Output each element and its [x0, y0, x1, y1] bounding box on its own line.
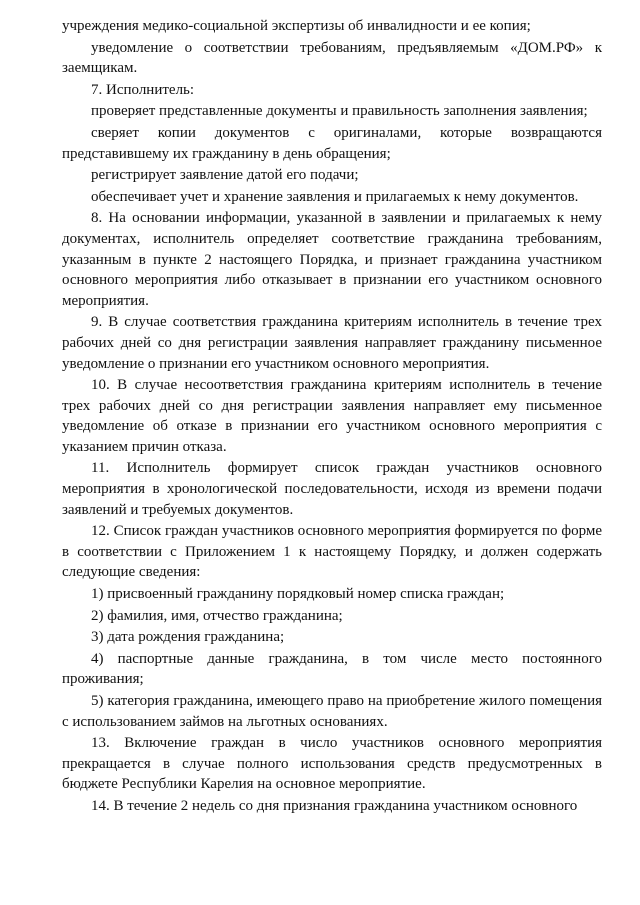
list-item-5: 5) категория гражданина, имеющего право на приобретение жилого помещения с использованием займов на льготных основаниях.	[62, 693, 602, 730]
paragraph-11: 11. Исполнитель формирует список граждан участников основного мероприятия в хронологической последовательности, исходя из времени подачи заявлений и требуемых документов.	[62, 460, 602, 518]
paragraph-7-check: проверяет представленные документы и правильность заполнения заявления;	[91, 103, 588, 120]
document-page	[62, 16, 602, 817]
list-item-3: 3) дата рождения гражданина;	[91, 629, 285, 646]
paragraph-7-verify: сверяет копии документов с оригиналами, которые возвращаются представившему их гражданину в день обращения;	[62, 124, 602, 162]
paragraph-10: 10. В случае несоответствия гражданина критериям исполнитель в течение трех рабочих дней со дня регистрации заявления направляет ему письменное уведомление об отказе в признании его участником основного мероприятия с указанием причин отказа.	[62, 377, 602, 455]
paragraph-14: 14. В течение 2 недель со дня признания гражданина участником основного	[91, 797, 578, 814]
paragraph-7-heading: 7. Исполнитель:	[91, 81, 195, 98]
paragraph-12: 12. Список граждан участников основного мероприятия формируется по форме в соответствии с Приложением 1 к настоящему Порядку, и должен содержать следующие сведения:	[62, 523, 602, 581]
paragraph-continuation: учреждения медико-социальной экспертизы об инвалидности и ее копия;	[62, 18, 531, 34]
paragraph-domrf-notice: уведомление о соответствии требованиям, предъявляемым «ДОМ.РФ» к заемщикам.	[62, 39, 602, 77]
list-item-1: 1) присвоенный гражданину порядковый номер списка граждан;	[91, 586, 505, 603]
paragraph-13: 13. Включение граждан в число участников основного мероприятия прекращается в случае полного использования средств предусмотренных в бюджете Республики Карелия на основное мероприятие.	[62, 735, 602, 793]
paragraph-9: 9. В случае соответствия гражданина критериям исполнитель в течение трех рабочих дней со дня регистрации заявления направляет гражданину письменное уведомление о признании его участником основного мероприятия.	[62, 314, 602, 372]
list-item-2: 2) фамилия, имя, отчество гражданина;	[91, 607, 343, 624]
paragraph-8: 8. На основании информации, указанной в заявлении и прилагаемых к нему документах, исполнитель определяет соответствие гражданина требованиям, указанным в пункте 2 настоящего Порядка, и признает гражданина участником основного мероприятия либо отказывает в признании его участником основного мероприятия.	[62, 210, 602, 309]
list-item-4: 4) паспортные данные гражданина, в том числе место постоянного проживания;	[62, 650, 602, 688]
paragraph-7-storage: обеспечивает учет и хранение заявления и прилагаемых к нему документов.	[91, 188, 579, 205]
paragraph-7-register: регистрирует заявление датой его подачи;	[91, 167, 359, 184]
